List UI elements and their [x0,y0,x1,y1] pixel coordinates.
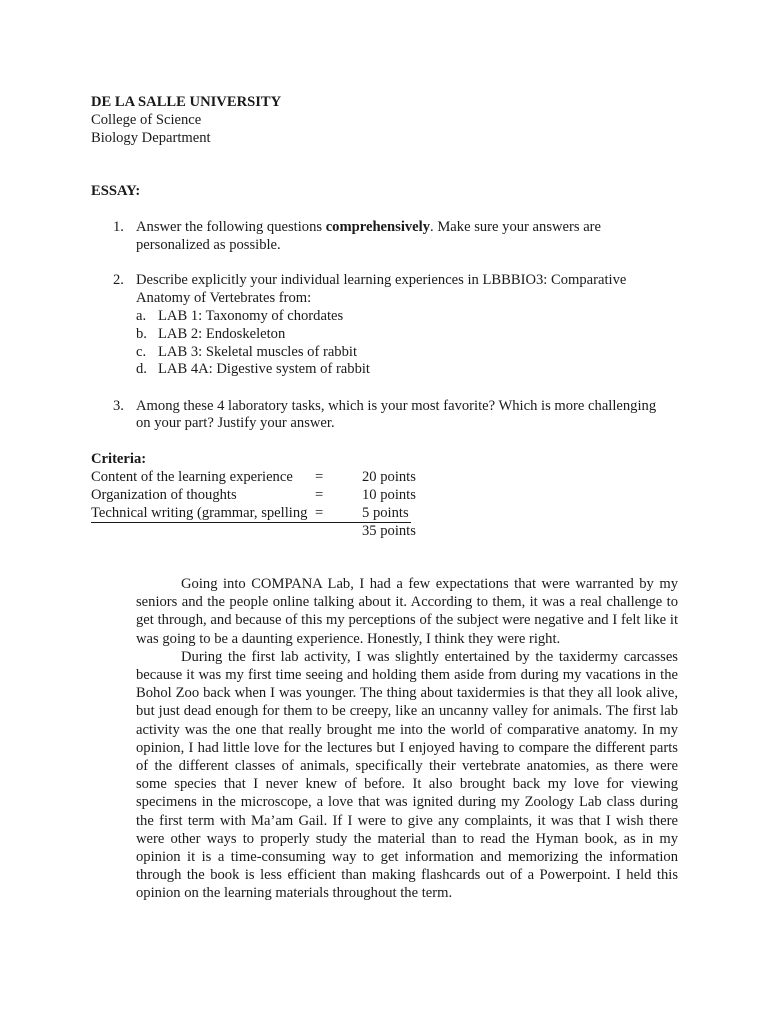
criteria-row-2-eq: = [315,487,324,503]
criteria-row-2-points: 10 points [362,487,416,503]
subitem-d-letter: d. [136,361,147,377]
item-1-text-after: . Make sure your answers are [430,219,602,235]
criteria-row-1-eq: = [315,469,324,485]
criteria-row-3-label: Technical writing (grammar, spelling [91,505,308,521]
item-1-emphasis: comprehensively [325,219,431,235]
item-1-line-1 [136,218,601,236]
criteria-row-1-label: Content of the learning experience [91,469,293,485]
criteria-row-1-points: 20 points [362,469,416,485]
item-1-line-2: personalized as possible. [136,237,281,253]
essay-heading: ESSAY: [91,183,141,199]
item-2-line-1: Describe explicitly your individual learning experiences in LBBBIO3: Comparative [136,272,627,288]
subitem-b-text: LAB 2: Endoskeleton [158,326,286,342]
subitem-c-letter: c. [136,344,147,360]
college-name: College of Science [91,112,202,128]
criteria-row-3-eq: = [315,505,324,521]
subitem-c-text: LAB 3: Skeletal muscles of rabbit [158,344,358,360]
criteria-row-2-label: Organization of thoughts [91,487,237,503]
criteria-total: 35 points [362,523,416,539]
criteria-heading: Criteria: [91,451,147,467]
item-1-number: 1. [113,219,124,235]
item-2-line-2: Anatomy of Vertebrates from: [136,290,312,306]
subitem-a-letter: a. [136,308,147,324]
item-3-number: 3. [113,398,124,414]
item-3-line-1: Among these 4 laboratory tasks, which is your most favorite? Which is more challenging [136,398,657,414]
essay-paragraph-1: Going into COMPANA Lab, I had a few expectations that were warranted by my seniors and the people online talking about it. According to them, it was a real challenge to get through, and because of this my perceptions of the subject were negative and I felt like it was going to be a daunting experience. Honestly, I think they were right. [136,576,678,647]
department-name: Biology Department [91,130,211,146]
university-name: DE LA SALLE UNIVERSITY [91,94,282,110]
subitem-d-text: LAB 4A: Digestive system of rabbit [158,361,370,377]
subitem-a-text: LAB 1: Taxonomy of chordates [158,308,344,324]
essay-body [136,575,678,903]
item-2-number: 2. [113,272,124,288]
criteria-row-3-points: 5 points [362,505,409,521]
item-1-text-before: Answer the following questions [136,219,326,235]
essay-paragraph-2: During the first lab activity, I was slightly entertained by the taxidermy carcasses because it was my first time seeing and holding them aside from during my vacations in the Bohol Zoo back when I was younger. The thing about taxidermies is that they all look alive, but just dead enough for them to be creepy, like an uncanny valley for animals. The first lab activity was the one that really brought me into the world of comparative anatomy. In my opinion, I had little love for the lectures but I enjoyed having to compare the different parts of the different classes of animals, specifically their vertebrate anatomies, as there were some species that I never knew of before. It also brought back my love for viewing specimens in the microscope, a love that was ignited during my Zoology Lab class during the first term with Ma’am Gail. If I were to give any complaints, it was that I wish there were other ways to properly study the material than to read the Hyman book, as in my opinion it is a time-consuming way to get information and memorizing the information through the book is less efficient than making flashcards out of a Powerpoint. I held this opinion on the learning materials throughout the term. [136,648,678,902]
item-3-line-2: on your part? Justify your answer. [136,415,335,431]
subitem-b-letter: b. [136,326,147,342]
